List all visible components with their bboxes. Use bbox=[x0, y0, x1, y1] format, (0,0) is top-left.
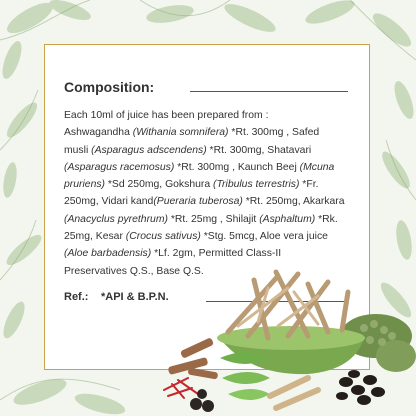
composition-text bbox=[64, 107, 356, 280]
composition-segment: Preservatives Q.S., Base Q.S. bbox=[64, 265, 204, 277]
composition-line bbox=[64, 142, 356, 159]
composition-segment: *Rt. 250mg, Akarkara bbox=[242, 196, 345, 208]
composition-heading: Composition: bbox=[64, 79, 155, 95]
botanical-name: (Aloe barbadensis) bbox=[64, 248, 152, 260]
composition-segment: *Lf. 2gm, Permitted Class-II bbox=[151, 248, 282, 260]
composition-line bbox=[64, 124, 356, 141]
composition-segment: *Rt. 300mg , Kaunch Beej bbox=[174, 161, 300, 173]
herbal-ingredients-image bbox=[158, 266, 416, 416]
composition-line bbox=[64, 107, 356, 124]
composition-segment: Each 10ml of juice has been prepared from : bbox=[64, 110, 269, 121]
composition-segment: *Fr. bbox=[299, 179, 319, 191]
heading-divider bbox=[190, 91, 348, 92]
botanical-name: pruriens) bbox=[64, 179, 105, 191]
botanical-name: (Withania somnifera) bbox=[132, 127, 229, 139]
composition-heading-row bbox=[64, 79, 354, 99]
botanical-name: (Pueraria tuberosa) bbox=[153, 196, 243, 208]
botanical-name: (Asparagus racemosus) bbox=[64, 161, 175, 173]
composition-segment: 25mg, Kesar bbox=[64, 231, 126, 243]
composition-line bbox=[64, 193, 356, 210]
botanical-name: (Mcuna bbox=[299, 161, 335, 173]
botanical-name: (Anacyclus pyrethrum) bbox=[64, 213, 168, 225]
composition-segment: *Rt. 25mg , Shilajit bbox=[167, 213, 260, 225]
composition-segment: *Sd 250mg, Gokshura bbox=[105, 179, 214, 191]
reference-label: Ref.: bbox=[64, 291, 89, 303]
composition-segment: musli bbox=[64, 144, 92, 156]
composition-line bbox=[64, 159, 356, 176]
botanical-name: (Asparagus adscendens) bbox=[91, 144, 207, 156]
composition-segment: Ashwagandha bbox=[64, 127, 133, 139]
composition-segment: *Rk. bbox=[315, 213, 338, 225]
composition-line bbox=[64, 245, 356, 262]
botanical-name: (Asphaltum) bbox=[259, 213, 316, 225]
composition-line bbox=[64, 228, 356, 245]
composition-segment: *Stg. 5mcg, Aloe vera juice bbox=[200, 231, 328, 243]
botanical-name: (Tribulus terrestris) bbox=[213, 179, 300, 191]
composition-segment: *Rt. 300mg, Shatavari bbox=[206, 144, 312, 156]
reference-text: *API & B.P.N. bbox=[101, 291, 169, 303]
composition-line bbox=[64, 211, 356, 228]
composition-segment: *Rt. 300mg , Safed bbox=[228, 127, 320, 139]
botanical-name: (Crocus sativus) bbox=[125, 231, 201, 243]
composition-line bbox=[64, 176, 356, 193]
composition-segment: 250mg, Vidari kand bbox=[64, 196, 154, 208]
